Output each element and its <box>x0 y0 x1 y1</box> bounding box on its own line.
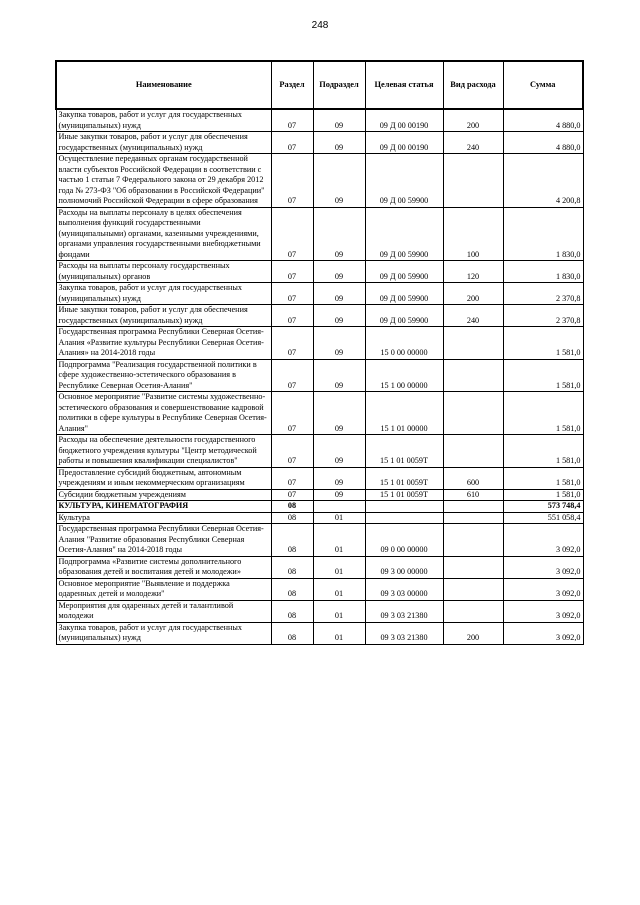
cell-expense-type: 200 <box>443 622 503 644</box>
cell-target: 15 1 00 00000 <box>365 359 443 392</box>
cell-subsection: 01 <box>313 578 365 600</box>
cell-expense-type <box>443 512 503 524</box>
cell-section: 07 <box>271 489 313 501</box>
cell-subsection: 01 <box>313 512 365 524</box>
cell-name: Осуществление переданных органам государственной власти субъектов Российской Федерации в соответствии с частью 1 статьи 7 Федерального закона от 29 декабря 2012 года № 273-ФЗ "Об образовании в Российской Федерации" полномочий Российской Федерации в сфере образования <box>56 154 271 208</box>
cell-subsection: 09 <box>313 359 365 392</box>
cell-amount: 1 830,0 <box>503 207 583 261</box>
cell-name: Культура <box>56 512 271 524</box>
table-row <box>56 327 583 360</box>
cell-target: 09 3 03 00000 <box>365 578 443 600</box>
cell-amount: 3 092,0 <box>503 600 583 622</box>
table-row <box>56 261 583 283</box>
cell-amount: 2 370,8 <box>503 305 583 327</box>
table-row <box>56 600 583 622</box>
cell-name: Расходы на выплаты персоналу государственных (муниципальных) органов <box>56 261 271 283</box>
table-row <box>56 578 583 600</box>
table-row <box>56 435 583 468</box>
cell-subsection: 09 <box>313 327 365 360</box>
cell-expense-type: 200 <box>443 283 503 305</box>
table-row <box>56 501 583 513</box>
cell-expense-type: 240 <box>443 305 503 327</box>
cell-subsection: 01 <box>313 524 365 557</box>
cell-name: Иные закупки товаров, работ и услуг для обеспечения государственных (муниципальных) нужд <box>56 305 271 327</box>
cell-target: 09 Д 00 59900 <box>365 261 443 283</box>
cell-name: Расходы на обеспечение деятельности государственного бюджетного учреждения культуры "Центр методической работы и повышения квалификации специалистов" <box>56 435 271 468</box>
cell-name: Закупка товаров, работ и услуг для государственных (муниципальных) нужд <box>56 622 271 644</box>
cell-section: 07 <box>271 154 313 208</box>
table-row <box>56 283 583 305</box>
cell-subsection: 01 <box>313 622 365 644</box>
cell-target: 15 1 01 0059Т <box>365 489 443 501</box>
cell-amount: 573 748,4 <box>503 501 583 513</box>
cell-expense-type <box>443 154 503 208</box>
cell-expense-type <box>443 578 503 600</box>
header-target: Целевая статья <box>365 61 443 109</box>
cell-name: Закупка товаров, работ и услуг для государственных (муниципальных) нужд <box>56 109 271 132</box>
cell-expense-type <box>443 524 503 557</box>
cell-target: 09 3 00 00000 <box>365 556 443 578</box>
cell-section: 07 <box>271 392 313 435</box>
cell-section: 07 <box>271 467 313 489</box>
budget-table <box>55 60 584 645</box>
cell-amount: 551 058,4 <box>503 512 583 524</box>
cell-target: 09 3 03 21380 <box>365 622 443 644</box>
table-row <box>56 467 583 489</box>
cell-subsection: 09 <box>313 305 365 327</box>
cell-target: 15 1 01 0059Т <box>365 435 443 468</box>
table-body <box>56 109 583 644</box>
cell-expense-type: 610 <box>443 489 503 501</box>
cell-section: 08 <box>271 524 313 557</box>
cell-section: 08 <box>271 600 313 622</box>
table-row <box>56 305 583 327</box>
header-expense-type: Вид расхода <box>443 61 503 109</box>
table-row <box>56 392 583 435</box>
cell-name: Основное мероприятие "Выявление и поддержка одаренных детей и молодежи" <box>56 578 271 600</box>
page-number: 248 <box>311 20 329 31</box>
cell-amount: 3 092,0 <box>503 622 583 644</box>
cell-expense-type <box>443 600 503 622</box>
cell-subsection: 01 <box>313 556 365 578</box>
cell-target: 09 Д 00 00190 <box>365 132 443 154</box>
cell-section: 07 <box>271 327 313 360</box>
cell-amount: 1 830,0 <box>503 261 583 283</box>
cell-name: Предоставление субсидий бюджетным, автономным учреждениям и иным некоммерческим организациям <box>56 467 271 489</box>
cell-expense-type <box>443 501 503 513</box>
cell-subsection: 09 <box>313 109 365 132</box>
cell-expense-type: 200 <box>443 109 503 132</box>
header-subsection: Подраздел <box>313 61 365 109</box>
cell-expense-type: 240 <box>443 132 503 154</box>
cell-target <box>365 501 443 513</box>
cell-expense-type <box>443 556 503 578</box>
cell-target: 09 3 03 21380 <box>365 600 443 622</box>
table-row <box>56 132 583 154</box>
cell-amount: 1 581,0 <box>503 392 583 435</box>
header-name: Наименование <box>56 61 271 109</box>
cell-subsection: 09 <box>313 467 365 489</box>
cell-subsection <box>313 501 365 513</box>
cell-amount: 1 581,0 <box>503 359 583 392</box>
cell-name: Подпрограмма "Реализация государственной политики в сфере художественно-эстетического образования в Республике Северная Осетия-Алания" <box>56 359 271 392</box>
cell-amount: 4 880,0 <box>503 132 583 154</box>
table-row <box>56 524 583 557</box>
cell-amount: 2 370,8 <box>503 283 583 305</box>
cell-section: 07 <box>271 359 313 392</box>
cell-subsection: 09 <box>313 392 365 435</box>
cell-expense-type <box>443 359 503 392</box>
cell-section: 07 <box>271 132 313 154</box>
table-row <box>56 556 583 578</box>
header-amount: Сумма <box>503 61 583 109</box>
table-row <box>56 512 583 524</box>
cell-amount: 4 880,0 <box>503 109 583 132</box>
cell-name: Государственная программа Республики Северная Осетия-Алания «Развитие культуры Республики Северная Осетия-Алания» на 2014-2018 годы <box>56 327 271 360</box>
cell-subsection: 01 <box>313 600 365 622</box>
cell-target: 09 Д 00 59900 <box>365 207 443 261</box>
cell-amount: 1 581,0 <box>503 489 583 501</box>
cell-amount: 1 581,0 <box>503 467 583 489</box>
cell-name: КУЛЬТУРА, КИНЕМАТОГРАФИЯ <box>56 501 271 513</box>
cell-section: 07 <box>271 305 313 327</box>
cell-target: 15 1 01 0059Т <box>365 467 443 489</box>
cell-subsection: 09 <box>313 489 365 501</box>
cell-target: 15 0 00 00000 <box>365 327 443 360</box>
cell-amount: 3 092,0 <box>503 524 583 557</box>
cell-name: Закупка товаров, работ и услуг для государственных (муниципальных) нужд <box>56 283 271 305</box>
cell-section: 07 <box>271 261 313 283</box>
cell-target <box>365 512 443 524</box>
cell-name: Основное мероприятие "Развитие системы художественно-эстетического образования и совершенствование кадровой политики в сфере культуры в Республике Северная Осетия-Алания" <box>56 392 271 435</box>
table-row <box>56 489 583 501</box>
cell-section: 08 <box>271 578 313 600</box>
cell-section: 08 <box>271 622 313 644</box>
cell-target: 09 Д 00 59900 <box>365 283 443 305</box>
cell-amount: 1 581,0 <box>503 327 583 360</box>
cell-name: Подпрограмма «Развитие системы дополнительного образования детей и воспитания детей и молодежи» <box>56 556 271 578</box>
cell-target: 09 Д 00 59900 <box>365 154 443 208</box>
cell-section: 07 <box>271 283 313 305</box>
cell-section: 08 <box>271 512 313 524</box>
cell-subsection: 09 <box>313 283 365 305</box>
cell-expense-type: 120 <box>443 261 503 283</box>
cell-amount: 3 092,0 <box>503 556 583 578</box>
cell-subsection: 09 <box>313 132 365 154</box>
cell-section: 08 <box>271 556 313 578</box>
cell-expense-type: 600 <box>443 467 503 489</box>
table-row <box>56 622 583 644</box>
cell-target: 09 Д 00 00190 <box>365 109 443 132</box>
cell-target: 09 Д 00 59900 <box>365 305 443 327</box>
cell-section: 08 <box>271 501 313 513</box>
cell-name: Государственная программа Республики Северная Осетия-Алания "Развитие образования Республики Северная Осетия-Алания" на 2014-2018 годы <box>56 524 271 557</box>
cell-expense-type: 100 <box>443 207 503 261</box>
cell-target: 15 1 01 00000 <box>365 392 443 435</box>
table-row <box>56 154 583 208</box>
cell-amount: 4 200,8 <box>503 154 583 208</box>
cell-amount: 1 581,0 <box>503 435 583 468</box>
cell-subsection: 09 <box>313 261 365 283</box>
header-section: Раздел <box>271 61 313 109</box>
cell-amount: 3 092,0 <box>503 578 583 600</box>
cell-subsection: 09 <box>313 435 365 468</box>
cell-name: Расходы на выплаты персоналу в целях обеспечения выполнения функций государственными (муниципальными) органами, казенными учреждениями, органами управления государственными внебюджетными фондами <box>56 207 271 261</box>
cell-name: Мероприятия для одаренных детей и талантливой молодежи <box>56 600 271 622</box>
cell-subsection: 09 <box>313 207 365 261</box>
cell-expense-type <box>443 327 503 360</box>
table-row <box>56 359 583 392</box>
cell-expense-type <box>443 435 503 468</box>
table-row <box>56 207 583 261</box>
cell-section: 07 <box>271 435 313 468</box>
table-row <box>56 109 583 132</box>
cell-target: 09 0 00 00000 <box>365 524 443 557</box>
cell-name: Иные закупки товаров, работ и услуг для обеспечения государственных (муниципальных) нужд <box>56 132 271 154</box>
cell-expense-type <box>443 392 503 435</box>
table-header-row <box>56 61 583 109</box>
cell-subsection: 09 <box>313 154 365 208</box>
cell-section: 07 <box>271 109 313 132</box>
cell-name: Субсидии бюджетным учреждениям <box>56 489 271 501</box>
cell-section: 07 <box>271 207 313 261</box>
